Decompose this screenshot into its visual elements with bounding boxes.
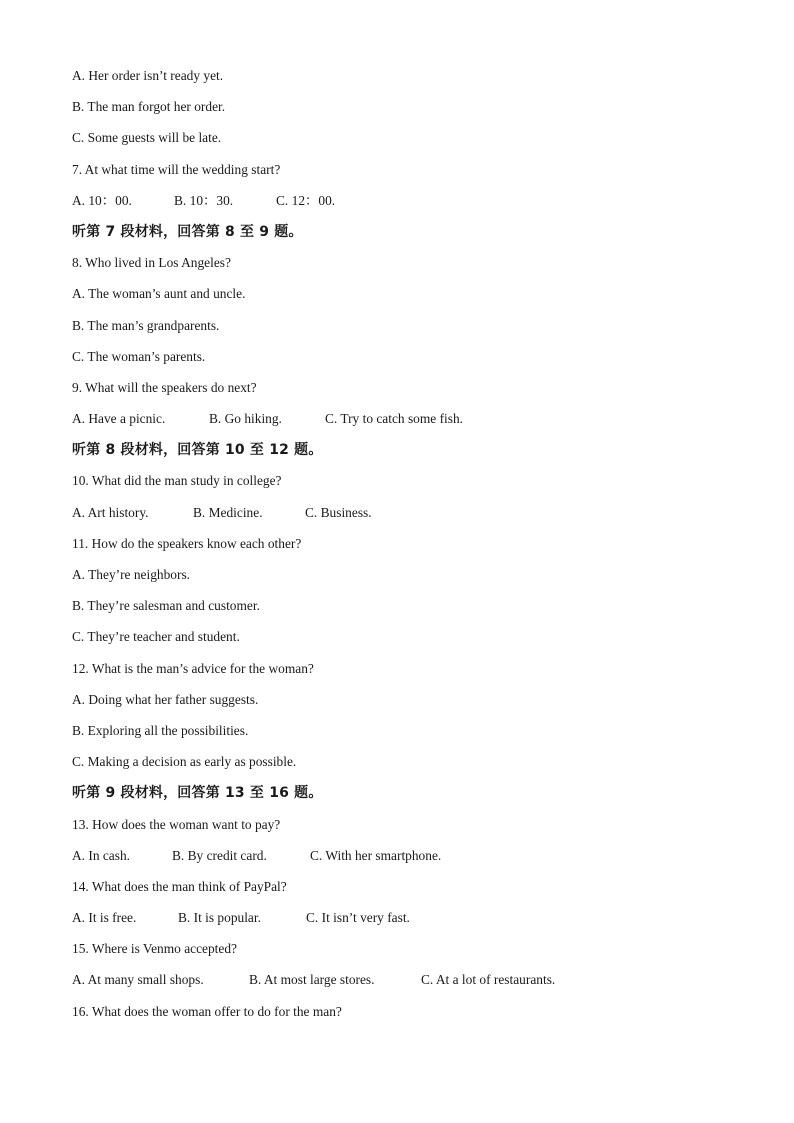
q14-option-c: C. It isn’t very fast. — [306, 910, 410, 926]
q13-option-c: C. With her smartphone. — [310, 847, 442, 863]
q12-option-c: C. Making a decision as early as possible. — [72, 754, 297, 770]
q13-options — [72, 846, 752, 877]
q14-option-a: A. It is free. — [72, 910, 137, 926]
section-heading-9: 听第 9 段材料，回答第 13 至 16 题。 — [72, 785, 323, 802]
q9-option-c: C. Try to catch some fish. — [325, 411, 463, 427]
q8-question: 8. Who lived in Los Angeles? — [72, 255, 231, 271]
q11-question: 11. How do the speakers know each other? — [72, 535, 302, 551]
q14-options — [72, 908, 752, 939]
q15-option-a: A. At many small shops. — [72, 972, 204, 988]
q6-option-c: C. Some guests will be late. — [72, 130, 222, 146]
q16-question: 16. What does the woman offer to do for the man? — [72, 1003, 342, 1019]
q7-options — [72, 191, 752, 222]
q9-option-b: B. Go hiking. — [209, 411, 282, 427]
q9-option-a: A. Have a picnic. — [72, 411, 166, 427]
q10-option-a: A. Art history. — [72, 504, 149, 520]
q7-option-a: A. 10：00. — [72, 192, 132, 208]
section-heading-7: 听第 7 段材料，回答第 8 至 9 题。 — [72, 223, 303, 240]
q11-option-a: A. They’re neighbors. — [72, 567, 191, 582]
q15-option-c: C. At a lot of restaurants. — [421, 972, 556, 988]
q8-option-b: B. The man’s grandparents. — [72, 317, 220, 333]
q10-option-c: C. Business. — [305, 504, 372, 520]
q10-question: 10. What did the man study in college? — [72, 473, 282, 489]
q7-question: 7. At what time will the wedding start? — [72, 161, 281, 177]
q15-option-b: B. At most large stores. — [249, 972, 375, 988]
q8-option-c: C. The woman’s parents. — [72, 348, 206, 364]
q13-option-b: B. By credit card. — [172, 847, 267, 863]
q7-option-c: C. 12：00. — [276, 192, 336, 208]
document-page — [72, 66, 752, 1033]
q12-option-b: B. Exploring all the possibilities. — [72, 722, 249, 738]
q11-option-c: C. They’re teacher and student. — [72, 629, 240, 645]
q6-option-b: B. The man forgot her order. — [72, 99, 226, 115]
q15-options — [72, 970, 752, 1001]
section-heading-8: 听第 8 段材料，回答第 10 至 12 题。 — [72, 442, 323, 459]
q12-question: 12. What is the man’s advice for the woman? — [72, 660, 314, 676]
q13-option-a: A. In cash. — [72, 847, 131, 863]
q14-option-b: B. It is popular. — [178, 910, 261, 926]
q11-option-b: B. They’re salesman and customer. — [72, 598, 260, 614]
q8-option-a: A. The woman’s aunt and uncle. — [72, 286, 246, 302]
q7-option-b: B. 10：30. — [174, 192, 234, 208]
q12-option-a: A. Doing what her father suggests. — [72, 691, 259, 707]
q13-question: 13. How does the woman want to pay? — [72, 816, 281, 832]
q9-options — [72, 409, 752, 440]
q9-question: 9. What will the speakers do next? — [72, 379, 257, 395]
q14-question: 14. What does the man think of PayPal? — [72, 878, 287, 894]
q10-option-b: B. Medicine. — [193, 504, 263, 520]
q6-option-a: A. Her order isn’t ready yet. — [72, 68, 224, 83]
q15-question: 15. Where is Venmo accepted? — [72, 941, 237, 957]
q10-options — [72, 503, 752, 534]
